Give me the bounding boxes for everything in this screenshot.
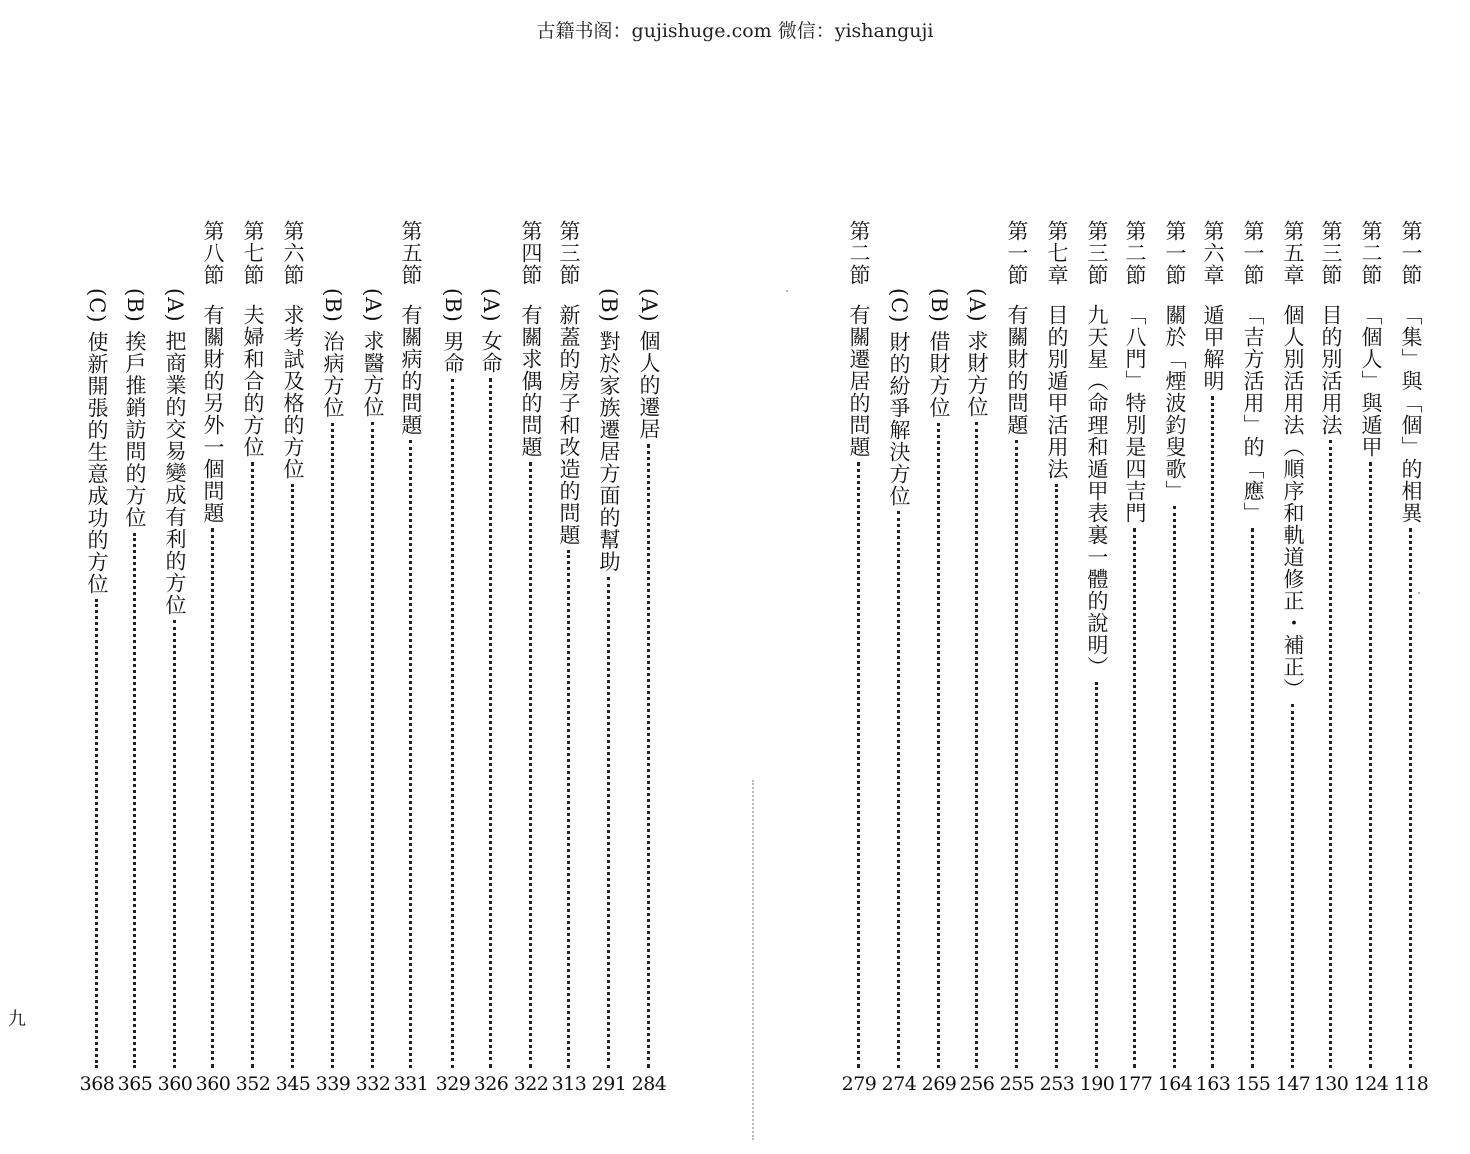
- toc-dot-leader: [607, 577, 610, 1069]
- toc-entry-title: [84, 288, 110, 595]
- toc-entry-text: (B) 男命: [441, 288, 465, 375]
- toc-entry-title: [1162, 220, 1188, 502]
- toc-entry-title: [846, 220, 872, 458]
- toc-entry-section-label: 第六節: [281, 220, 305, 286]
- toc-entry[interactable]: [474, 0, 508, 1154]
- toc-entry-section-label: 第二節: [847, 220, 871, 286]
- toc-entry-section-label: 第三節: [1085, 220, 1109, 286]
- scan-speck: [1418, 592, 1420, 594]
- toc-entry-text: (B) 挨戶推銷訪問的方位: [123, 288, 147, 529]
- toc-entry-title: [1240, 220, 1266, 524]
- toc-entry-title: [636, 288, 662, 440]
- toc-dot-leader: [211, 528, 214, 1068]
- toc-entry[interactable]: [632, 0, 666, 1154]
- toc-entry-text: (A) 求財方位: [965, 288, 989, 419]
- toc-page-number: 329: [435, 1073, 471, 1095]
- toc-entry-text: (B) 借財方位: [927, 288, 951, 419]
- toc-entry-title: [1084, 220, 1110, 678]
- toc-entry-text: 有關遷居的問題: [847, 304, 871, 458]
- toc-entry-section-label: 第二節: [1359, 220, 1383, 286]
- toc-entry[interactable]: [882, 0, 916, 1154]
- toc-page-number: 284: [631, 1073, 667, 1095]
- toc-entry-title: [1280, 220, 1306, 700]
- toc-dot-leader: [409, 440, 412, 1068]
- toc-entry-section-label: 第一節: [1005, 220, 1029, 286]
- toc-page-number: 147: [1275, 1073, 1311, 1095]
- toc-entry-title: [556, 220, 582, 546]
- toc-entry-title: [280, 220, 306, 480]
- toc-dot-leader: [95, 599, 98, 1068]
- toc-dot-leader: [489, 378, 492, 1068]
- toc-entry-section-label: 第四節: [519, 220, 543, 286]
- toc-entry-section-label: 第五章: [1281, 220, 1305, 286]
- toc-entry-section-label: 第五節: [399, 220, 423, 286]
- toc-dot-leader: [173, 620, 176, 1068]
- toc-dot-leader: [291, 484, 294, 1068]
- toc-entry-title: [1004, 220, 1030, 436]
- toc-entry-title: [478, 288, 504, 374]
- toc-entry-section-label: 第三節: [1319, 220, 1343, 286]
- toc-page-number: 352: [235, 1073, 271, 1095]
- toc-dot-leader: [1055, 484, 1058, 1068]
- toc-dot-leader: [371, 422, 374, 1068]
- toc-entry[interactable]: [394, 0, 428, 1154]
- toc-page-number: 274: [881, 1073, 917, 1095]
- toc-entry-section-label: 第一節: [1163, 220, 1187, 286]
- toc-entry-title: [1398, 220, 1424, 524]
- toc-dot-leader: [647, 444, 650, 1068]
- toc-dot-leader: [331, 423, 334, 1069]
- toc-entry[interactable]: [1394, 0, 1428, 1154]
- toc-entry[interactable]: [592, 0, 626, 1154]
- toc-dot-leader: [1291, 704, 1294, 1068]
- toc-entry-text: 目的別遁甲活用法: [1045, 304, 1069, 480]
- toc-entry-title: [200, 220, 226, 524]
- toc-page-number: 253: [1039, 1073, 1075, 1095]
- toc-entry-title: [320, 288, 346, 419]
- toc-page-number: 339: [315, 1073, 351, 1095]
- toc-page-number: 155: [1235, 1073, 1271, 1095]
- toc-entry[interactable]: [1314, 0, 1348, 1154]
- toc-entry-text: (A) 個人的遷居: [637, 288, 661, 441]
- toc-entry-title: [886, 288, 912, 507]
- toc-entry[interactable]: [552, 0, 586, 1154]
- toc-entry-title: [518, 220, 544, 458]
- toc-entry-section-label: 第六章: [1201, 220, 1225, 286]
- toc-entry-text: 「吉方活用」的「應」: [1241, 304, 1265, 524]
- toc-dot-leader: [1133, 528, 1136, 1068]
- toc-dot-leader: [1409, 528, 1412, 1068]
- toc-entry-section-label: 第一節: [1241, 220, 1265, 286]
- toc-dot-leader: [1095, 682, 1098, 1068]
- toc-entry-text: 有關財的問題: [1005, 304, 1029, 436]
- toc-left-page: [0, 0, 720, 1154]
- toc-page-number: 360: [195, 1073, 231, 1095]
- toc-entry-title: [122, 288, 148, 529]
- toc-entry[interactable]: [80, 0, 114, 1154]
- toc-entry[interactable]: [1118, 0, 1152, 1154]
- toc-entry-section-label: 第三節: [557, 220, 581, 286]
- toc-entry-text: (A) 把商業的交易變成有利的方位: [163, 288, 187, 617]
- toc-dot-leader: [857, 462, 860, 1068]
- toc-entry[interactable]: [356, 0, 390, 1154]
- toc-entry-text: 夫婦和合的方位: [241, 304, 265, 458]
- toc-entry-title: [162, 288, 188, 616]
- toc-page-number: 365: [117, 1073, 153, 1095]
- toc-entry[interactable]: [1000, 0, 1034, 1154]
- toc-dot-leader: [1173, 506, 1176, 1068]
- toc-dot-leader: [1369, 462, 1372, 1068]
- toc-entry-section-label: 第二節: [1123, 220, 1147, 286]
- toc-entry-title: [1358, 220, 1384, 458]
- toc-entry[interactable]: [236, 0, 270, 1154]
- toc-entry[interactable]: [1080, 0, 1114, 1154]
- toc-entry-title: [1044, 220, 1070, 480]
- toc-entry-section-label: 第七節: [241, 220, 265, 286]
- toc-entry-text: 遁甲解明: [1201, 304, 1225, 392]
- toc-right-page: [760, 0, 1470, 1154]
- toc-dot-leader: [133, 533, 136, 1069]
- toc-entry-text: 目的別活用法: [1319, 304, 1343, 436]
- toc-entry[interactable]: [1040, 0, 1074, 1154]
- toc-entry[interactable]: [1354, 0, 1388, 1154]
- toc-entry[interactable]: [960, 0, 994, 1154]
- toc-page-number: 255: [999, 1073, 1035, 1095]
- toc-dot-leader: [975, 422, 978, 1068]
- toc-entry-text: (A) 女命: [479, 288, 503, 375]
- toc-entry-text: (B) 治病方位: [321, 288, 345, 419]
- toc-dot-leader: [1329, 440, 1332, 1068]
- toc-dot-leader: [1251, 528, 1254, 1068]
- toc-page-number: 332: [355, 1073, 391, 1095]
- toc-entry-text: 求考試及格的方位: [281, 304, 305, 480]
- toc-entry[interactable]: [1196, 0, 1230, 1154]
- toc-entry-text: 「集」與「個」的相異: [1399, 304, 1423, 524]
- toc-page-number: 130: [1313, 1073, 1349, 1095]
- toc-entry-text: 「個人」與遁甲: [1359, 304, 1383, 458]
- toc-entry-text: 有關求偶的問題: [519, 304, 543, 458]
- toc-entry[interactable]: [842, 0, 876, 1154]
- toc-page-number: 322: [513, 1073, 549, 1095]
- toc-entry[interactable]: [316, 0, 350, 1154]
- toc-entry-title: [240, 220, 266, 458]
- toc-entry-title: [596, 288, 622, 573]
- toc-entry-text: 關於「煙波釣叟歌」: [1163, 304, 1187, 502]
- toc-entry-title: [926, 288, 952, 419]
- toc-page-number: 279: [841, 1073, 877, 1095]
- toc-entry-title: [1200, 220, 1226, 392]
- toc-entry[interactable]: [514, 0, 548, 1154]
- scan-speck: [786, 290, 788, 292]
- toc-page-number: 256: [959, 1073, 995, 1095]
- toc-entry-text: 新蓋的房子和改造的問題: [557, 304, 581, 546]
- toc-entry[interactable]: [922, 0, 956, 1154]
- toc-dot-leader: [529, 462, 532, 1068]
- toc-entry-text: (C) 使新開張的生意成功的方位: [85, 288, 109, 596]
- toc-entry[interactable]: [118, 0, 152, 1154]
- page-gutter: [752, 780, 756, 1140]
- toc-entry-text: 「八門」特別是四吉門: [1123, 304, 1147, 524]
- toc-entry-text: 九天星（命理和遁甲表裏一體的說明）: [1085, 304, 1109, 678]
- toc-entry[interactable]: [436, 0, 470, 1154]
- toc-dot-leader: [1015, 440, 1018, 1068]
- toc-dot-leader: [567, 550, 570, 1068]
- toc-entry-title: [964, 288, 990, 418]
- toc-entry-title: [1318, 220, 1344, 436]
- toc-entry-section-label: 第七章: [1045, 220, 1069, 286]
- toc-dot-leader: [251, 462, 254, 1068]
- toc-page-number: 313: [551, 1073, 587, 1095]
- toc-page-number: 368: [79, 1073, 115, 1095]
- toc-page-number: 360: [157, 1073, 193, 1095]
- toc-page-number: 164: [1157, 1073, 1193, 1095]
- page-number-folio: 九: [8, 1009, 26, 1030]
- toc-dot-leader: [937, 423, 940, 1069]
- toc-entry[interactable]: [276, 0, 310, 1154]
- toc-page-number: 345: [275, 1073, 311, 1095]
- toc-entry-title: [440, 288, 466, 375]
- toc-page-number: 118: [1393, 1073, 1429, 1095]
- toc-entry-text: 有關財的另外一個問題: [201, 304, 225, 524]
- toc-entry-text: (A) 求醫方位: [361, 288, 385, 419]
- toc-page-number: 291: [591, 1073, 627, 1095]
- toc-entry-text: (B) 對於家族遷居方面的幫助: [597, 288, 621, 573]
- toc-page-number: 269: [921, 1073, 957, 1095]
- toc-entry-title: [1122, 220, 1148, 524]
- toc-entry[interactable]: [158, 0, 192, 1154]
- toc-entry[interactable]: [1158, 0, 1192, 1154]
- watermark-text: 古籍书阁：gujishuge.com 微信：yishanguji: [536, 20, 934, 42]
- toc-entry-title: [398, 220, 424, 436]
- toc-entry-text: 有關病的問題: [399, 304, 423, 436]
- toc-page-number: 331: [393, 1073, 429, 1095]
- toc-entry-section-label: 第八節: [201, 220, 225, 286]
- toc-entry-text: 個人別活用法（順序和軌道修正・補正）: [1281, 304, 1305, 700]
- toc-page-number: 163: [1195, 1073, 1231, 1095]
- toc-page-number: 177: [1117, 1073, 1153, 1095]
- toc-entry[interactable]: [1276, 0, 1310, 1154]
- toc-page-number: 124: [1353, 1073, 1389, 1095]
- toc-entry[interactable]: [1236, 0, 1270, 1154]
- toc-dot-leader: [1211, 396, 1214, 1068]
- toc-entry[interactable]: [196, 0, 230, 1154]
- toc-dot-leader: [897, 511, 900, 1068]
- toc-dot-leader: [451, 379, 454, 1069]
- toc-entry-title: [360, 288, 386, 418]
- toc-page-number: 326: [473, 1073, 509, 1095]
- toc-page-number: 190: [1079, 1073, 1115, 1095]
- toc-entry-text: (C) 財的紛爭解決方位: [887, 288, 911, 508]
- toc-entry-section-label: 第一節: [1399, 220, 1423, 286]
